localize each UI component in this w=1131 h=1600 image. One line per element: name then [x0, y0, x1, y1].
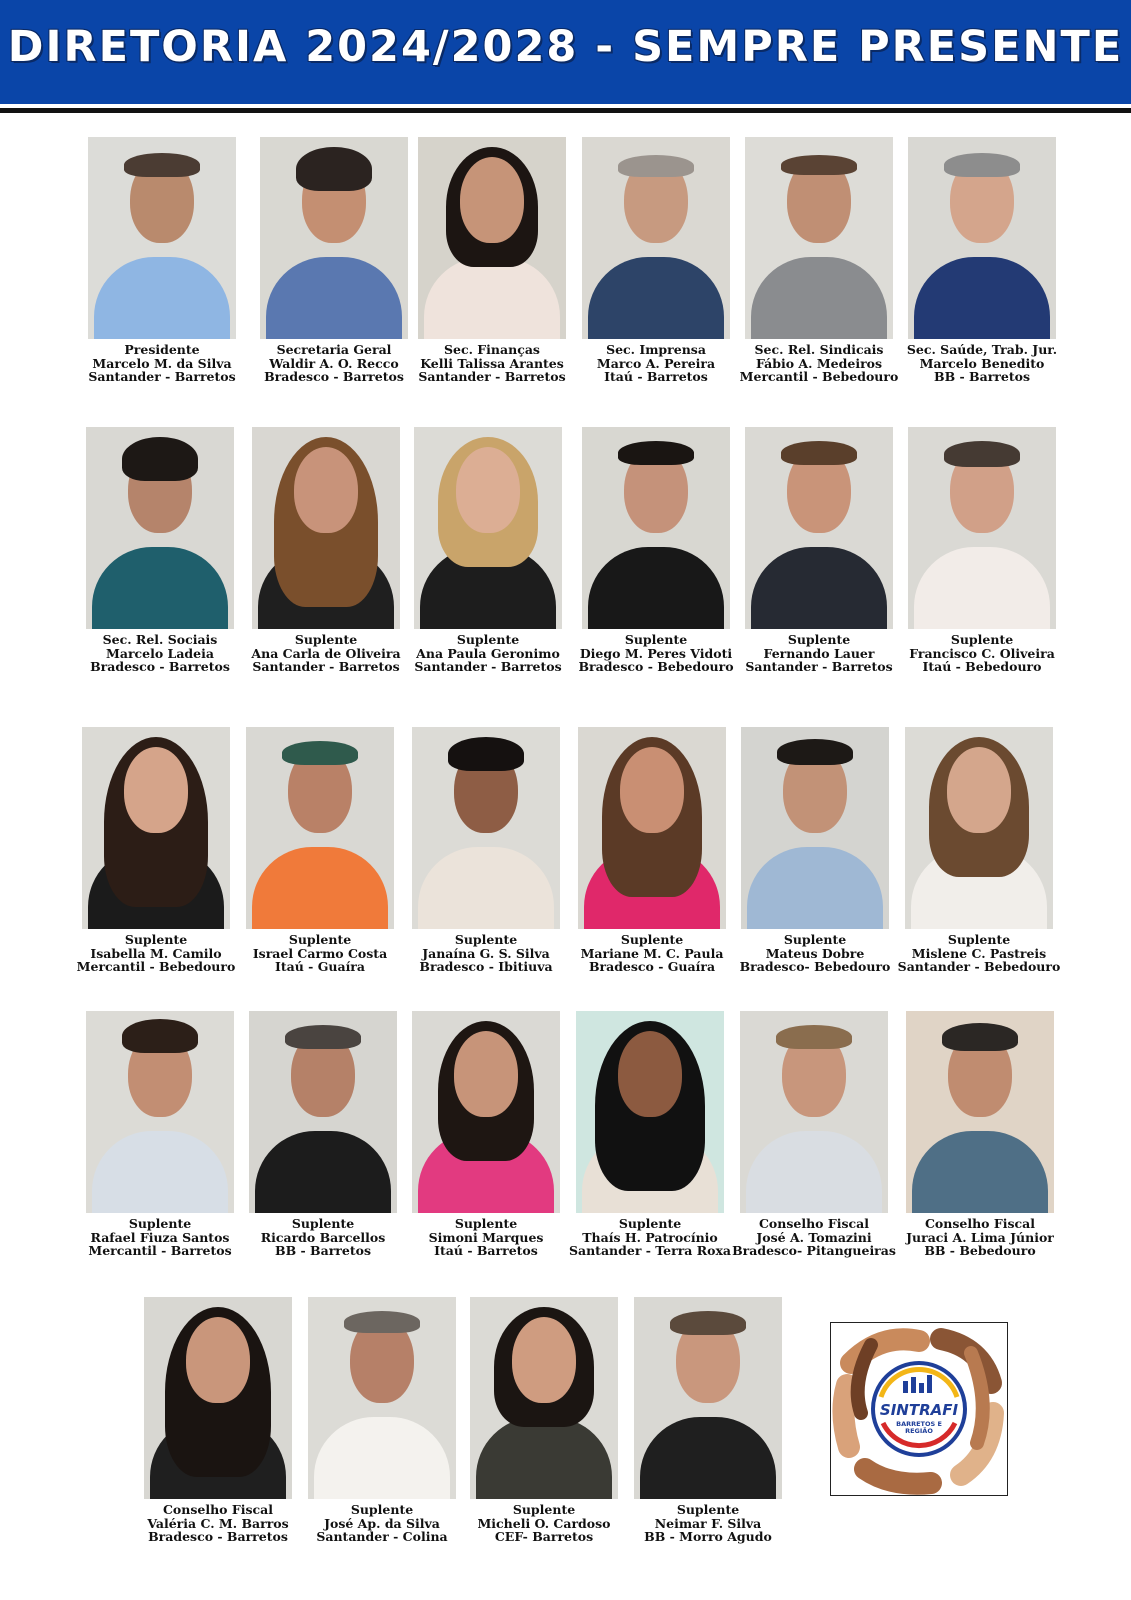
member-role: Conselho Fiscal — [758, 1216, 869, 1231]
member-photo — [908, 137, 1056, 339]
member-org: Santander - Barretos — [418, 369, 566, 384]
member-photo — [82, 727, 230, 929]
member-photo — [634, 1297, 782, 1499]
member-photo — [906, 1011, 1054, 1213]
sintrafi-logo — [830, 1322, 1008, 1496]
member-org: Bradesco- Pitangueiras — [732, 1243, 896, 1258]
member-org: Santander - Barretos — [252, 659, 400, 674]
member-org: Mercantil - Bebedouro — [76, 959, 236, 974]
logo-subtitle: BARRETOS E REGIÃO — [896, 1420, 942, 1435]
member-role: Conselho Fiscal — [162, 1502, 273, 1517]
member-role: Suplente — [618, 1216, 682, 1231]
member-name: Francisco C. Oliveira — [909, 645, 1055, 661]
member-role: Suplente — [454, 1216, 518, 1231]
member-org: Bradesco - Ibitiuva — [419, 959, 553, 974]
member-photo — [88, 137, 236, 339]
member-org: Santander - Terra Roxa — [568, 1243, 732, 1258]
member-org: Bradesco - Barretos — [148, 1529, 288, 1544]
member-name: Marcelo M. da Silva — [92, 355, 232, 371]
member-role: Suplente — [947, 932, 1011, 947]
member-org: BB - Barretos — [934, 369, 1030, 384]
member-photo — [908, 427, 1056, 629]
member-org: Santander - Barretos — [745, 659, 893, 674]
member-org: Bradesco- Bebedouro — [739, 959, 891, 974]
member-photo — [418, 137, 566, 339]
member-photo — [740, 1011, 888, 1213]
member-role: Suplente — [624, 632, 688, 647]
member-photo — [470, 1297, 618, 1499]
page-title: DIRETORIA 2024/2028 - SEMPRE PRESENTE — [7, 22, 1124, 72]
member-photo — [745, 427, 893, 629]
member-name: Marcelo Ladeia — [106, 645, 214, 661]
member-org: Bradesco - Barretos — [264, 369, 404, 384]
member-name: Israel Carmo Costa — [252, 945, 388, 961]
member-org: Santander - Bebedouro — [897, 959, 1061, 974]
member-role: Suplente — [454, 932, 518, 947]
member-role: Suplente — [512, 1502, 576, 1517]
member-photo — [252, 427, 400, 629]
member-org: Bradesco - Bebedouro — [578, 659, 734, 674]
member-name: Kelli Talissa Arantes — [420, 355, 564, 371]
member-org: Mercantil - Bebedouro — [739, 369, 899, 384]
member-name: Waldir A. O. Recco — [269, 355, 399, 371]
member-org: Itaú - Guaíra — [275, 959, 365, 974]
member-role: Suplente — [291, 1216, 355, 1231]
member-name: Mariane M. C. Paula — [580, 945, 724, 961]
member-role: Suplente — [128, 1216, 192, 1231]
member-name: Ricardo Barcellos — [260, 1229, 386, 1245]
member-photo — [741, 727, 889, 929]
member-photo — [144, 1297, 292, 1499]
member-org: Itaú - Barretos — [434, 1243, 538, 1258]
member-org: Itaú - Bebedouro — [922, 659, 1042, 674]
member-role: Suplente — [350, 1502, 414, 1517]
member-role: Secretaria Geral — [276, 342, 392, 357]
member-name: Neimar F. Silva — [654, 1515, 762, 1531]
header-banner — [0, 0, 1131, 104]
member-role: Suplente — [288, 932, 352, 947]
member-photo — [582, 427, 730, 629]
member-role: Presidente — [124, 342, 200, 357]
member-role: Suplente — [787, 632, 851, 647]
member-photo — [86, 427, 234, 629]
member-name: Micheli O. Cardoso — [477, 1515, 611, 1531]
member-org: BB - Bebedouro — [924, 1243, 1036, 1258]
member-org: Santander - Barretos — [414, 659, 562, 674]
member-role: Sec. Rel. Sindicais — [754, 342, 884, 357]
member-photo — [578, 727, 726, 929]
member-role: Suplente — [456, 632, 520, 647]
member-photo — [86, 1011, 234, 1213]
member-name: Isabella M. Camilo — [90, 945, 222, 961]
member-name: Ana Paula Geronimo — [416, 645, 560, 661]
member-role: Suplente — [294, 632, 358, 647]
member-name: Diego M. Peres Vidoti — [579, 645, 733, 661]
member-name: José A. Tomazini — [756, 1229, 872, 1245]
member-photo — [745, 137, 893, 339]
member-org: Santander - Colina — [316, 1529, 448, 1544]
member-role: Suplente — [620, 932, 684, 947]
member-role: Sec. Imprensa — [606, 342, 706, 357]
member-name: Valéria C. M. Barros — [147, 1515, 289, 1531]
member-name: Mislene C. Pastreis — [911, 945, 1047, 961]
member-org: Itaú - Barretos — [604, 369, 708, 384]
logo-name: SINTRAFI — [879, 1401, 959, 1419]
member-role: Sec. Finanças — [444, 342, 540, 357]
member-photo — [414, 427, 562, 629]
member-role: Sec. Saúde, Trab. Jur. — [906, 342, 1058, 357]
member-photo — [260, 137, 408, 339]
member-org: Santander - Barretos — [88, 369, 236, 384]
member-org: Bradesco - Barretos — [90, 659, 230, 674]
member-name: Mateus Dobre — [765, 945, 865, 961]
member-role: Conselho Fiscal — [924, 1216, 1035, 1231]
member-name: Simoni Marques — [428, 1229, 544, 1245]
member-name: Fábio A. Medeiros — [755, 355, 883, 371]
member-name: Thaís H. Patrocínio — [582, 1229, 718, 1245]
member-photo — [576, 1011, 724, 1213]
member-name: Ana Carla de Oliveira — [251, 645, 401, 661]
member-photo — [249, 1011, 397, 1213]
member-name: Juraci A. Lima Júnior — [906, 1229, 1054, 1245]
member-name: Janaína G. S. Silva — [422, 945, 550, 961]
member-role: Suplente — [124, 932, 188, 947]
member-name: Rafael Fiuza Santos — [90, 1229, 230, 1245]
member-photo — [905, 727, 1053, 929]
member-role: Sec. Rel. Sociais — [102, 632, 218, 647]
member-org: Bradesco - Guaíra — [588, 959, 716, 974]
member-role: Suplente — [950, 632, 1014, 647]
member-org: Mercantil - Barretos — [88, 1243, 232, 1258]
member-photo — [246, 727, 394, 929]
member-org: CEF- Barretos — [494, 1529, 594, 1544]
member-role: Suplente — [783, 932, 847, 947]
member-name: José Ap. da Silva — [324, 1515, 440, 1531]
header-divider — [0, 108, 1131, 113]
member-role: Suplente — [676, 1502, 740, 1517]
member-photo — [308, 1297, 456, 1499]
member-name: Fernando Lauer — [763, 645, 875, 661]
member-photo — [412, 1011, 560, 1213]
member-org: BB - Barretos — [275, 1243, 371, 1258]
member-org: BB - Morro Agudo — [644, 1529, 772, 1544]
member-photo — [412, 727, 560, 929]
member-name: Marcelo Benedito — [919, 355, 1045, 371]
member-name: Marco A. Pereira — [596, 355, 716, 371]
member-photo — [582, 137, 730, 339]
